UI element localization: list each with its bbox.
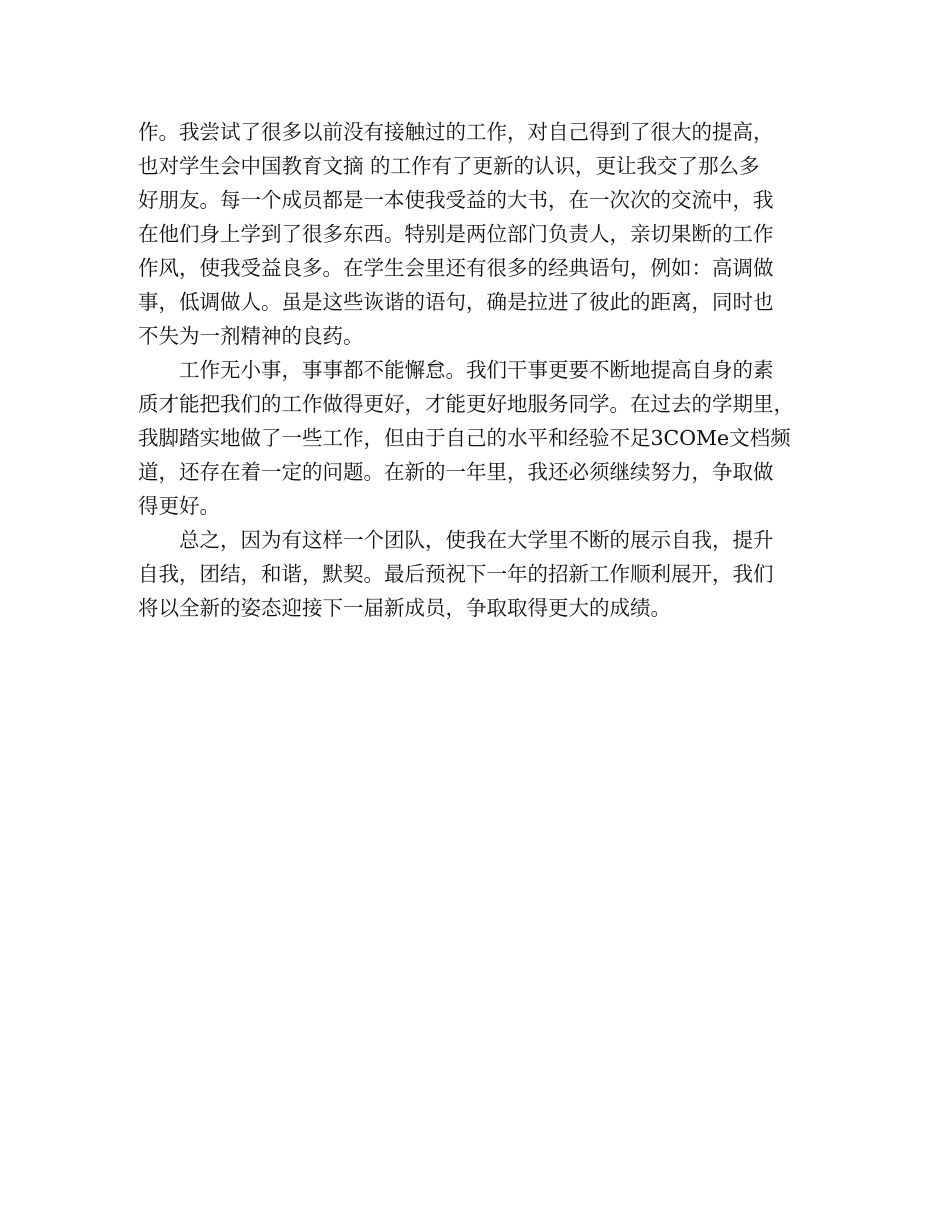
paragraph-line: 质才能把我们的工作做得更好，才能更好地服务同学。在过去的学期里，	[138, 392, 794, 416]
paragraph-first-line: 总之，因为有这样一个团队，使我在大学里不断的展示自我，提升	[179, 528, 774, 552]
paragraph-2	[138, 353, 818, 523]
paragraph-line: 也对学生会中国教育文摘 的工作有了更新的认识，更让我交了那么多	[138, 154, 760, 178]
paragraph-first-line: 工作无小事，事事都不能懈怠。我们干事更要不断地提高自身的素	[179, 358, 774, 382]
paragraph-line: 将以全新的姿态迎接下一届新成员，争取取得更大的成绩。	[138, 596, 671, 620]
paragraph-line: 得更好。	[138, 494, 220, 518]
paragraph-3	[138, 523, 818, 625]
paragraph-line: 事，低调做人。虽是这些诙谐的语句，确是拉进了彼此的距离，同时也	[138, 290, 774, 314]
paragraph-line: 我脚踏实地做了一些工作，但由于自己的水平和经验不足3COMe文档频	[138, 426, 791, 450]
document-body	[138, 115, 818, 625]
paragraph-line: 作。我尝试了很多以前没有接触过的工作，对自己得到了很大的提高，	[138, 120, 774, 144]
paragraph-line: 不失为一剂精神的良药。	[138, 324, 364, 348]
paragraph-line: 作风，使我受益良多。在学生会里还有很多的经典语句，例如：高调做	[138, 256, 774, 280]
paragraph-line: 道，还存在着一定的问题。在新的一年里，我还必须继续努力，争取做	[138, 460, 774, 484]
paragraph-line: 在他们身上学到了很多东西。特别是两位部门负责人，亲切果断的工作	[138, 222, 774, 246]
paragraph-line: 好朋友。每一个成员都是一本使我受益的大书，在一次次的交流中，我	[138, 188, 774, 212]
paragraph-1	[138, 115, 818, 353]
paragraph-line: 自我，团结，和谐，默契。最后预祝下一年的招新工作顺利展开，我们	[138, 562, 774, 586]
